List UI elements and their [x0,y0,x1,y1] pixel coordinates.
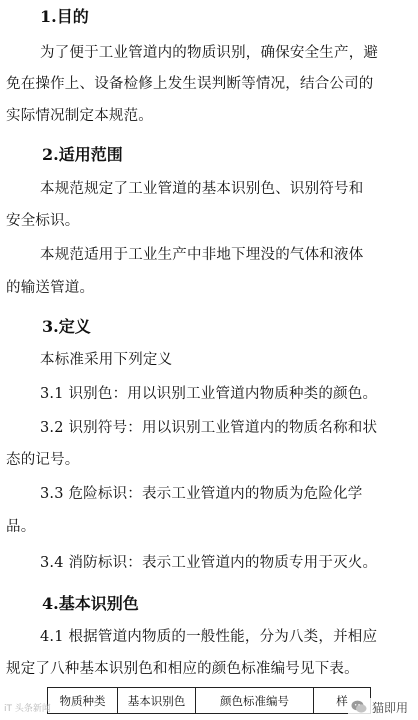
paragraph-line: 本标准采用下列定义 [40,352,173,368]
paragraph-line: 3.3 危险标识：表示工业管道内的物质为危险化学 [40,486,363,502]
paragraph-line: 3.1 识别色：用以识别工业管道内物质种类的颜色。 [40,386,378,402]
paragraph-line: 4.1 根据管道内物质的一般性能，分为八类，并相应 [40,629,378,645]
account-watermark [348,698,410,716]
table-header-cell: 基本识别色 [118,688,196,713]
paragraph-line: 为了便于工业管道内的物质识别，确保安全生产，避 [40,45,379,61]
paragraph-line: 免在操作上、设备检修上发生误判断等情况，结合公司的 [6,76,374,92]
account-name: 猫即用 [371,700,408,715]
paragraph-line: 品。 [6,519,36,535]
table-header-cell: 物质种类 [48,688,118,713]
source-watermark: iT 头条新闻 [4,704,51,714]
paragraph-line: 安全标识。 [6,213,80,229]
paragraph-line: 态的记号。 [6,452,80,468]
paragraph-line: 3.2 识别符号：用以识别工业管道内的物质名称和状 [40,420,378,436]
section-heading-purpose: 1.目的 [40,7,89,26]
table-header-cell: 样 [336,693,348,708]
section-heading-scope: 2.适用范围 [42,145,123,164]
paragraph-line: 规定了八种基本识别色和相应的颜色标准编号见下表。 [6,661,359,677]
paragraph-line: 本规范适用于工业生产中非地下埋没的气体和液体 [40,247,364,263]
paragraph-line: 本规范规定了工业管道的基本识别色、识别符号和 [40,181,364,197]
paragraph-line: 的输送管道。 [6,280,95,296]
paragraph-line: 实际情况制定本规范。 [6,108,153,124]
section-heading-definitions: 3.定义 [42,317,91,336]
paragraph-line: 3.4 消防标识：表示工业管道内的物质专用于灭火。 [40,555,378,571]
section-heading-basic-colors: 4.基本识别色 [42,594,139,613]
wechat-icon [350,698,368,716]
color-table-header [47,687,371,714]
table-header-cell: 颜色标准编号 [196,688,314,713]
